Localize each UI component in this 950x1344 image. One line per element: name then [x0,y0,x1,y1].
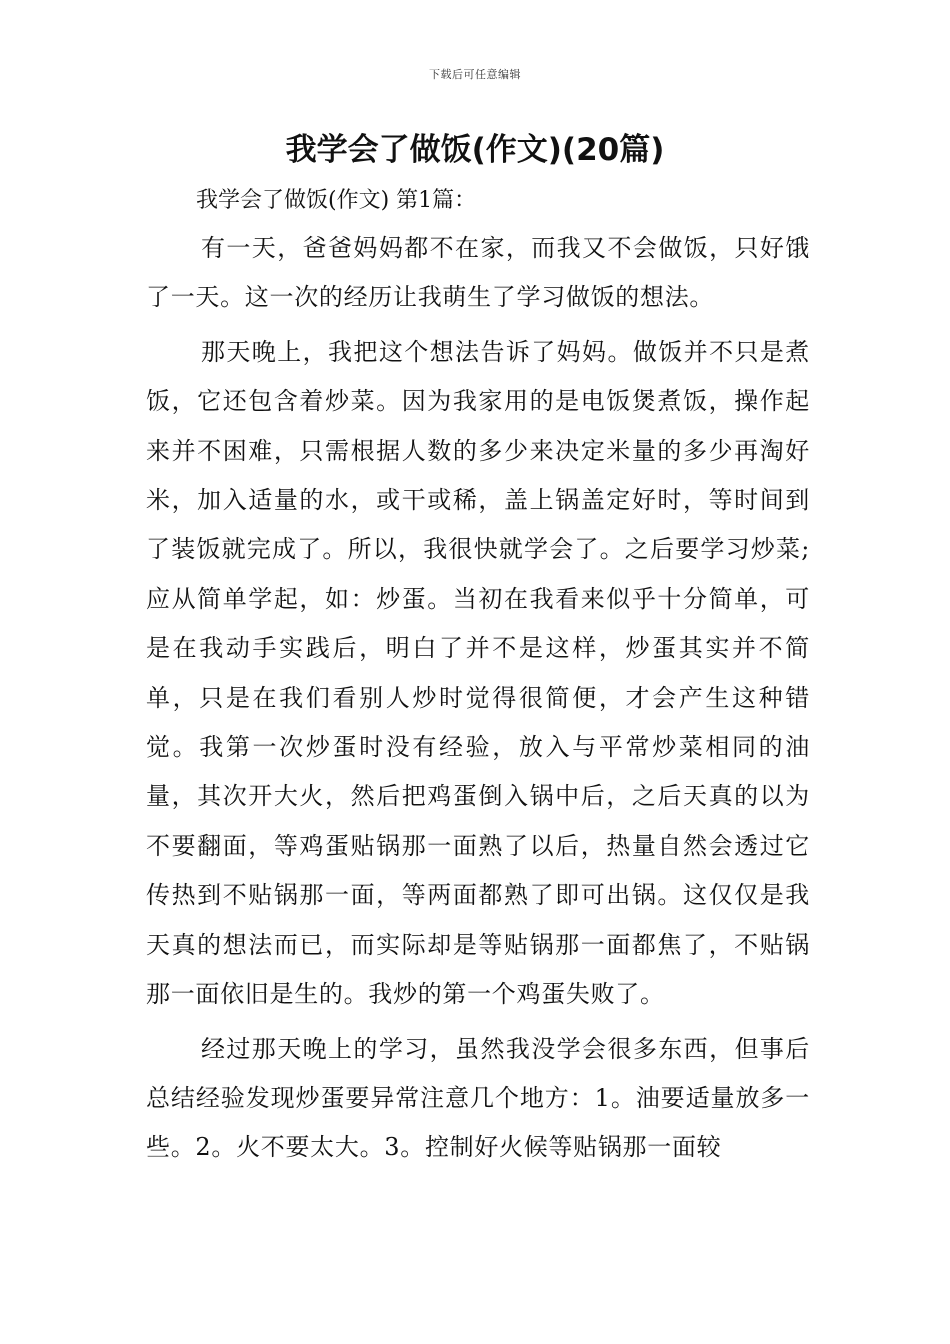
paragraph-2: 那天晚上，我把这个想法告诉了妈妈。做饭并不只是煮饭，它还包含着炒菜。因为我家用的是电饭煲煮饭，操作起来并不困难，只需根据人数的多少来决定米量的多少再淘好米，加入适量的水，或干或稀，盖上锅盖定好时，等时间到了装饭就完成了。所以，我很快就学会了。之后要学习炒菜;应从简单学起，如：炒蛋。当初在我看来似乎十分简单，可是在我动手实践后，明白了并不是这样，炒蛋其实并不简单，只是在我们看别人炒时觉得很简便，才会产生这种错觉。我第一次炒蛋时没有经验，放入与平常炒菜相同的油量，其次开大火，然后把鸡蛋倒入锅中后，之后天真的以为不要翻面，等鸡蛋贴锅那一面熟了以后，热量自然会透过它传热到不贴锅那一面，等两面都熟了即可出锅。这仅仅是我天真的想法而已，而实际却是等贴锅那一面都焦了，不贴锅那一面依旧是生的。我炒的第一个鸡蛋失败了。 [146,337,810,1009]
paragraph-3: 经过那天晚上的学习，虽然我没学会很多东西，但事后总结经验发现炒蛋要异常注意几个地方：1。油要适量放多一些。2。火不要太大。3。控制好火候等贴锅那一面较 [146,1034,810,1162]
document-title: 我学会了做饭(作文)(20篇) [285,132,665,168]
article-body [146,224,810,1178]
paragraph-1: 有一天，爸爸妈妈都不在家，而我又不会做饭，只好饿了一天。这一次的经历让我萌生了学习做饭的想法。 [146,234,810,312]
section-heading: 我学会了做饭(作文) 第1篇： [196,188,477,213]
header-note: 下载后可任意编辑 [429,68,521,81]
